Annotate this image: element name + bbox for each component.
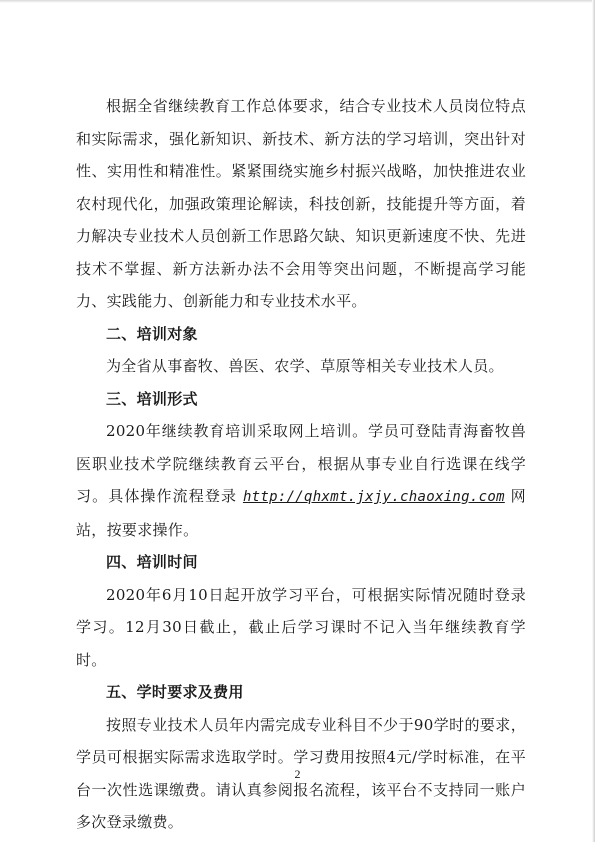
section-heading-hours-and-fees: 五、学时要求及费用 <box>106 683 244 701</box>
section-body-training-form <box>76 415 526 546</box>
document-body <box>76 90 526 839</box>
section-heading-training-time: 四、培训时间 <box>106 553 198 571</box>
section-heading-training-form: 三、培训形式 <box>106 389 198 408</box>
section-body-training-target: 为全省从事畜牧、兽医、农学、草原等相关专业技术人员。 <box>106 357 504 375</box>
training-form-text-after-url: 网站，按要求操作。 <box>76 487 526 539</box>
page-number: 2 <box>294 767 301 781</box>
section-body-training-time: 2020年6月10日起开放学习平台，可根据实际情况随时登录学习。12月30日截止，截止后学习课时不记入当年继续教育学时。 <box>76 585 526 669</box>
training-form-text-before-url: 2020年继续教育培训采取网上培训。学员可登陆青海畜牧兽医职业技术学院继续教育云平台，根据从事专业自行选课在线学习。具体操作流程登录 <box>76 422 526 505</box>
intro-paragraph: 根据全省继续教育工作总体要求，结合专业技术人员岗位特点和实际需求，强化新知识、新技术、新方法的学习培训，突出针对性、实用性和精准性。紧紧围绕实施乡村振兴战略，加快推进农业农村现代化，加强政策理论解读，科技创新，技能提升等方面，着力解决专业技术人员创新工作思路欠缺、知识更新速度不快、先进技术不掌握、新方法新办法不会用等突出问题，不断提高学习能力、实践能力、创新能力和专业技术水平。 <box>76 97 526 310</box>
platform-url-link[interactable]: http://qhxmt.jxjy.chaoxing.com <box>242 489 505 505</box>
section-body-hours-and-fees: 按照专业技术人员年内需完成专业科目不少于90学时的要求，学员可根据实际需求选取学时。学习费用按照4元/学时标准，在平台一次性选课缴费。请认真参阅报名流程，该平台不支持同一账户多次登录缴费。 <box>76 715 526 831</box>
section-heading-training-target: 二、培训对象 <box>106 324 198 343</box>
scan-edge-top <box>0 0 595 3</box>
